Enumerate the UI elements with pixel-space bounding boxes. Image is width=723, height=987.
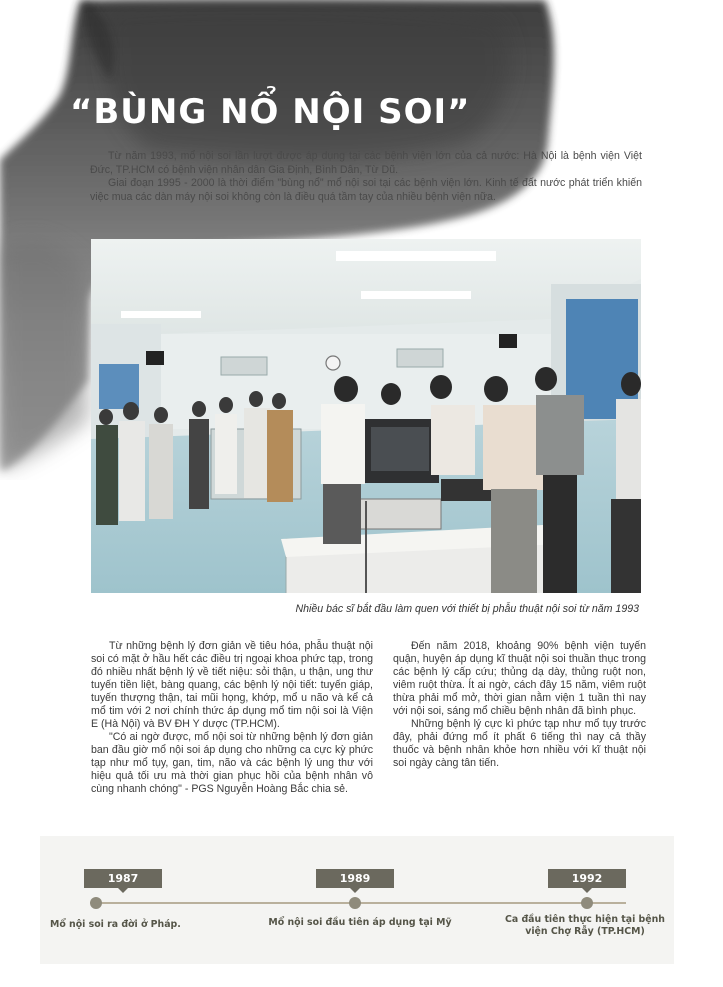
photo-caption: Nhiều bác sĩ bắt đầu làm quen với thiết bị phẫu thuật nội soi từ năm 1993 — [295, 603, 639, 615]
photo-illustration — [91, 239, 641, 593]
timeline-year-badge: 1989 — [316, 869, 394, 888]
body-paragraph: Đến năm 2018, khoảng 90% bệnh viện tuyến quận, huyện áp dụng kĩ thuật nội soi thuần thục trong các bệnh lý cấp cứu; thủng dạ dày, thủng ruột non, viêm ruột thừa. Ít ai ngờ, cách đây 15 năm, viêm ruột thừa phải mổ mở, thời gian nằm viện 1 tuần thì nay với nội soi, sáng mổ chiều bệnh nhân đã bình phục. — [393, 640, 646, 717]
timeline-event-text: Mổ nội soi ra đời ở Pháp. — [50, 919, 181, 930]
training-room-photo — [91, 239, 641, 593]
body-paragraph: "Có ai ngờ được, mổ nội soi từ những bệnh lý đơn giản ban đầu giờ mổ nội soi áp dụng cho những ca cực kỳ phức tạp như mổ tụy, gan, tim, não và các bệnh lý ung thư với hiệu quả tối ưu mà thời gian phục hồi của bệnh nhân vô cùng nhanh chóng" - PGS Nguyễn Hoàng Bắc chia sẻ. — [91, 731, 373, 795]
body-paragraph: Từ những bệnh lý đơn giản về tiêu hóa, phẫu thuật nội soi có mặt ở hầu hết các điều trị ngoại khoa phức tạp, trong đó nhiều nhất bệnh lý về tiết niệu: sỏi thận, u thận, ung thư tuyến tiền liệt, bàng quang, các bệnh lý nội tiết: tuyến giáp, tuyến thượng thận, tai mũi họng, khớp, mổ u não và kể cả mổ tim với 2 nơi chính thức áp dụng mổ tim nội soi là Viện E (Hà Nội) và BV ĐH Y dược (TP.HCM). — [91, 640, 373, 730]
timeline-year-badge: 1987 — [84, 869, 162, 888]
page-title: “BÙNG NỔ NỘI SOI” — [70, 92, 471, 132]
intro-paragraph: Từ năm 1993, mổ nội soi lần lượt được áp dụng tại các bệnh viện lớn của cả nước: Hà Nội là bệnh viện Việt Đức, TP.HCM có bệnh viện nhân dân Gia Định, Bình Dân, Từ Dũ. — [90, 150, 642, 176]
timeline-dot — [581, 897, 593, 909]
body-paragraph: Những bệnh lý cực kì phức tạp như mổ tụy trước đây, phải đứng mổ ít phất 6 tiếng thì nay cả thầy thuốc và bệnh nhân khỏe hơn nhiều với kĩ thuật nội soi ngày càng tân tiến. — [393, 718, 646, 769]
timeline-dot — [90, 897, 102, 909]
body-column-right — [393, 640, 646, 770]
timeline-year-badge: 1992 — [548, 869, 626, 888]
timeline-dot — [349, 897, 361, 909]
intro-text — [90, 150, 642, 204]
history-timeline — [40, 836, 674, 964]
intro-paragraph: Giai đoạn 1995 - 2000 là thời điểm "bùng nổ" mổ nội soi tại các bệnh viện lớn. Kinh tế đất nước phát triển khiến việc mua các dàn máy nội soi không còn là điều quá tầm tay của nhiều bệnh viện nữa. — [90, 177, 642, 203]
timeline-event-text: Ca đầu tiên thực hiện tại bệnh viện Chợ Rẫy (TP.HCM) — [505, 914, 665, 937]
timeline-event-text: Mổ nội soi đầu tiên áp dụng tại Mỹ — [268, 917, 452, 928]
body-column-left — [91, 640, 373, 796]
timeline-line — [96, 902, 626, 904]
